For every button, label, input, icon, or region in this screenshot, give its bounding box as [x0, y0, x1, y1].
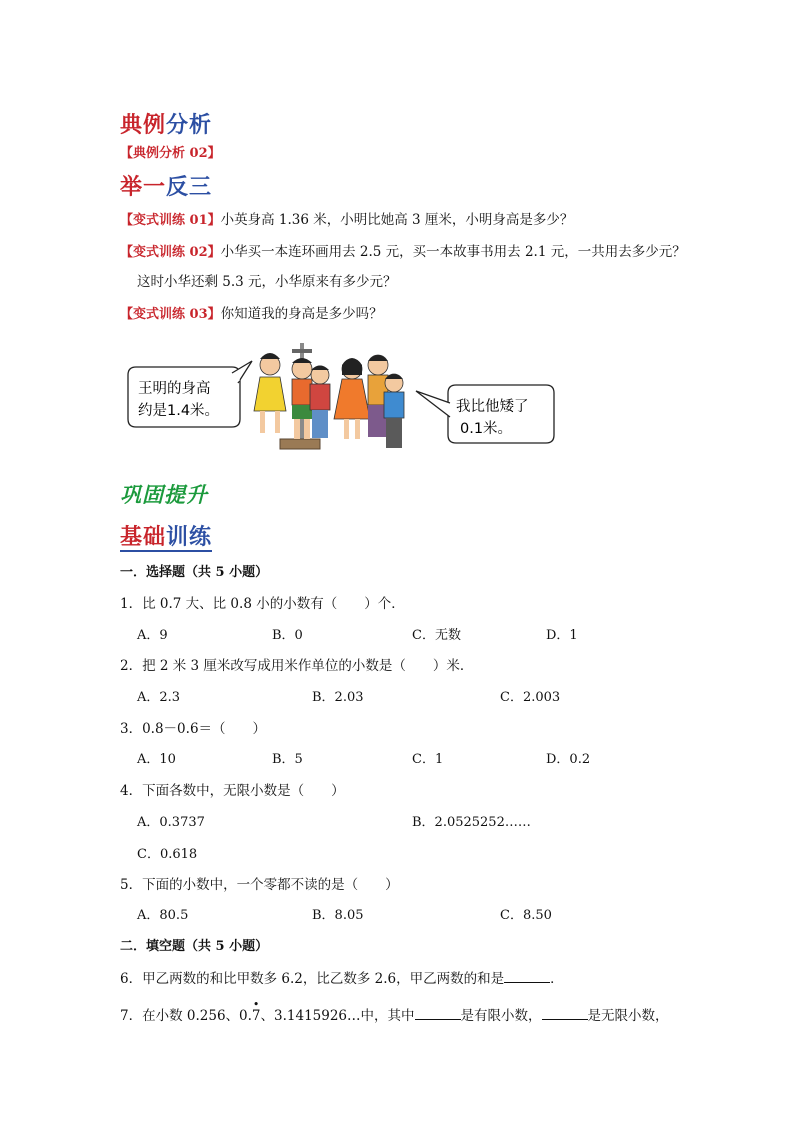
- child-figure: [384, 374, 404, 448]
- bubble-right-line2: 0.1米。: [460, 421, 513, 437]
- mc-question-5: 5．下面的小数中，一个零都不读的是（ ）: [120, 877, 399, 893]
- child-figure: [310, 366, 330, 439]
- repeating-digit-value: 7: [251, 1008, 261, 1024]
- fill-question-6: [120, 967, 564, 987]
- fill-section-title: 二．填空题（共 5 小题）: [120, 939, 269, 954]
- mc-option: B．2.0525252……: [412, 815, 531, 830]
- fill-question-text: 是有限小数，: [460, 1008, 542, 1024]
- mc-option: D．1: [546, 628, 578, 643]
- bubble-right-line1: 我比他矮了: [456, 399, 529, 415]
- fill-question-text: 7．在小数 0.256、0.: [120, 1008, 252, 1024]
- bubble-left-line2: 约是1.4米。: [138, 403, 220, 419]
- mc-option: A．80.5: [137, 908, 189, 923]
- practice-item-2-line2: 这时小华还剩 5.3 元，小华原来有多少元？: [137, 274, 397, 290]
- mc-option: A．2.3: [137, 690, 181, 705]
- section-title-basic-part2: 训练: [166, 524, 213, 550]
- mc-option: B．2.03: [312, 690, 364, 705]
- mc-option: C．8.50: [500, 908, 552, 923]
- mc-option: C．无数: [412, 628, 461, 643]
- mc-option: B．0: [272, 628, 303, 643]
- fill-question-end: ．: [550, 971, 564, 987]
- section-title-basic-part1: 基础: [120, 524, 167, 550]
- bubble-left-line1: 王明的身高: [138, 381, 211, 397]
- practice-text: 你知道我的身高是多少吗？: [220, 306, 383, 322]
- practice-tag: 【变式训练 03】: [120, 307, 221, 322]
- mc-question-4: 4．下面各数中，无限小数是（ ）: [120, 783, 345, 799]
- section-title-practice-part2: 反三: [166, 174, 213, 200]
- section-title-practice: [120, 170, 212, 201]
- fill-question-text: 6．甲乙两数的和比甲数多 6.2，比乙数多 2.6，甲乙两数的和是: [120, 971, 505, 987]
- mc-option: C．1: [412, 752, 444, 767]
- mc-option: A．10: [137, 752, 176, 767]
- section-title-example-part2: 分析: [166, 112, 213, 138]
- practice-item-3: [120, 302, 383, 322]
- practice-item-1: [120, 208, 573, 228]
- mc-option: D．0.2: [546, 752, 591, 767]
- section-title-example-part1: 典例: [120, 112, 167, 138]
- mc-question-1: 1．比 0.7 大、比 0.8 小的小数有（ ）个．: [120, 596, 405, 612]
- practice-text: 小英身高 1.36 米，小明比她高 3 厘米，小明身高是多少？: [220, 212, 574, 228]
- answer-blank[interactable]: [542, 1007, 588, 1020]
- mc-option: A．9: [137, 628, 168, 643]
- section-title-practice-part1: 举一: [120, 174, 167, 200]
- mc-option: C．2.003: [500, 690, 561, 705]
- mc-question-2: 2．把 2 米 3 厘米改写成用米作单位的小数是（ ）米．: [120, 658, 474, 674]
- mc-option: A．0.3737: [137, 815, 205, 830]
- practice-tag: 【变式训练 02】: [120, 245, 221, 260]
- answer-blank[interactable]: [415, 1007, 461, 1020]
- mc-option: B．5: [272, 752, 303, 767]
- section-title-basic: [120, 520, 212, 551]
- mc-section-title: 一．选择题（共 5 小题）: [120, 565, 269, 580]
- height-illustration: [120, 335, 556, 459]
- mc-option: C．0.618: [137, 847, 198, 862]
- practice-text: 小华买一本连环画用去 2.5 元，买一本故事书用去 2.1 元，一共用去多少元？: [220, 244, 686, 260]
- answer-blank[interactable]: [504, 970, 550, 983]
- practice-tag: 【变式训练 01】: [120, 213, 221, 228]
- section-title-example: [120, 108, 212, 139]
- practice-item-2: [120, 240, 686, 260]
- section-title-consolidate: 巩固提升: [120, 482, 208, 507]
- speech-bubble-left: [128, 361, 252, 427]
- mc-option: B．8.05: [312, 908, 364, 923]
- fill-question-text: 是无限小数，: [587, 1008, 669, 1024]
- mc-question-3: 3．0.8－0.6＝（ ）: [120, 721, 267, 737]
- example-tag: 【典例分析 02】: [120, 146, 221, 161]
- repeating-digit: [251, 998, 261, 1024]
- repeating-dot: •: [252, 998, 260, 1011]
- fill-question-7: [120, 998, 669, 1024]
- fill-question-text: 、3.1415926…中，其中: [260, 1008, 415, 1024]
